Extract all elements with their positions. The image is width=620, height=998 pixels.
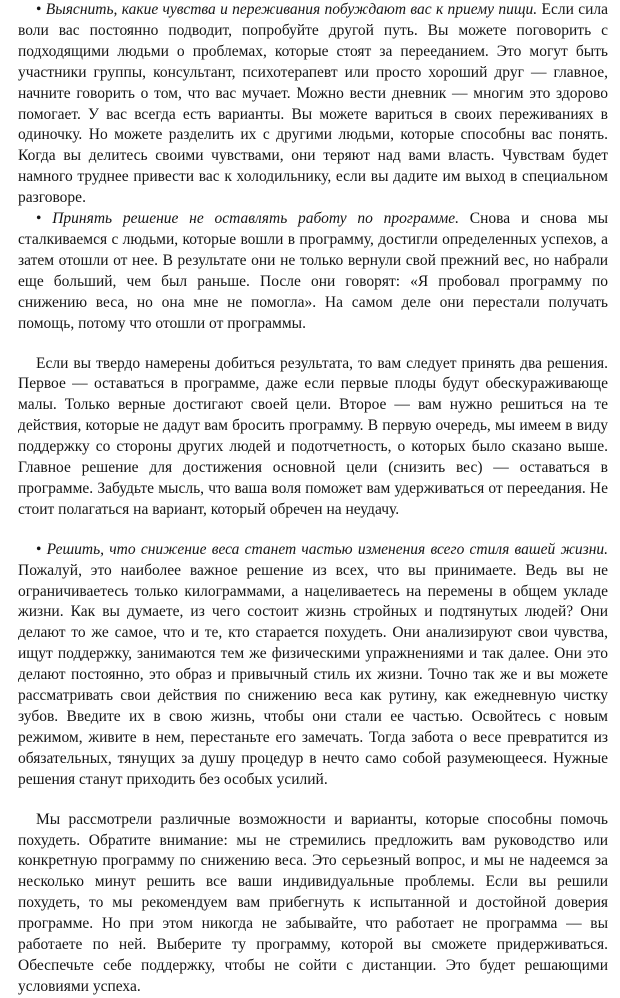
bullet-icon: • xyxy=(36,1,42,18)
paragraph-lifestyle xyxy=(18,540,608,791)
paragraph-program-decision xyxy=(18,209,608,334)
paragraph-lead: Решить, что снижение веса станет частью изменения всего стиля вашей жизни. xyxy=(46,540,609,558)
paragraph-lead: Принять решение не оставлять работу по программе. xyxy=(52,210,459,228)
paragraph-lead: Выяснить, какие чувства и переживания побуждают вас к приему пищи. xyxy=(45,1,538,18)
paragraph-body: Если сила воли вас постоянно подводит, попробуйте другой путь. Вы можете поговорить с подходящими людьми о проблемах, которые стоят за перееданием. Это могут быть участники группы, консультант, психотерапевт или просто хороший друг — главное, начните говорить о том, что вас мучает. Можно вести дневник — многим это здорово помогает. У вас всегда есть варианты. Вы можете вариться в своих переживаниях в одиночку. Но можете разделить их с другими людьми, которые способны вас понять. Когда вы делитесь своими чувствами, они теряют над вами власть. Чувствам будет намного труднее привести вас к холодильнику, если вы дадите им выход в специальном разговоре. xyxy=(18,1,609,207)
paragraph-two-decisions xyxy=(18,354,608,521)
paragraph-emotions xyxy=(18,0,608,209)
bullet-icon: • xyxy=(36,540,42,558)
paragraph-body: Пожалуй, это наиболее важное решение из всех, что вы принимаете. Ведь вы не ограничиваетесь только килограммами, а нацеливаетесь на перемены в общем укладе жизни. Как вы думаете, из чего состоит жизнь стройных и подтянутых людей? Они делают то же самое, что и те, кто старается похудеть. Они анализируют свои чувства, ищут поддержку, занимаются тем же физическими упражнениями и так далее. Они это делают постоянно, это образ и привычный стиль их жизни. Точно так же и вы можете рассматривать свои действия по снижению веса как рутину, как ежедневную чистку зубов. Введите их в свою жизнь, чтобы они стали ее частью. Освойтесь с новым режимом, живите в нем, перестаньте его замечать. Тогда забота о весе превратится из обязательных, тянущих за душу процедур в нечто само собой разумеющееся. Нужные решения станут приходить без особых усилий. xyxy=(18,561,608,788)
paragraph-conclusion xyxy=(18,810,608,998)
document-page xyxy=(18,0,608,998)
paragraph-body: Если вы твердо намерены добиться результата, то вам следует принять два решения. Первое — оставаться в программе, даже если первые плоды будут обескураживающе малы. Только верные достигают своей цели. Второе — вам нужно решиться на те действия, которые не дадут вам бросить программу. В первую очередь, мы имеем в виду поддержку со стороны других людей и подотчетность, о которых было сказано выше. Главное решение для достижения основной цели (снизить вес) — оставаться в программе. Забудьте мысль, что ваша воля поможет вам удерживаться от переедания. Не стоит полагаться на вариант, который обречен на неудачу. xyxy=(18,354,608,518)
paragraph-spacer xyxy=(18,335,608,354)
bullet-icon: • xyxy=(36,210,42,228)
paragraph-spacer xyxy=(18,521,608,540)
paragraph-spacer xyxy=(18,791,608,810)
paragraph-body: Мы рассмотрели различные возможности и варианты, которые способны помочь похудеть. Обратите внимание: мы не стремились предложить вам руководство или конкретную программу по снижению веса. Это серьезный вопрос, и мы не надеемся за несколько минут решить все ваши индивидуальные проблемы. Если вы решили похудеть, то мы рекомендуем вам прибегнуть к испытанной и достойной доверия программе. Но при этом никогда не забывайте, что работает не программа — вы работаете по ней. Выберите ту программу, которой вы сможете придерживаться. Обеспечьте себе поддержку, чтобы не сойти с дистанции. Это будет решающими условиями успеха. xyxy=(18,810,608,995)
paragraph-body: Снова и снова мы сталкиваемся с людьми, которые вошли в программу, достигли определенных успехов, а затем отошли от нее. В результате они не только вернули свой прежний вес, но набрали еще больший, чем был раньше. После они говорят: «Я пробовал программу по снижению веса, но она мне не помогла». На самом деле они перестали получать помощь, потому что отошли от программы. xyxy=(18,210,608,332)
